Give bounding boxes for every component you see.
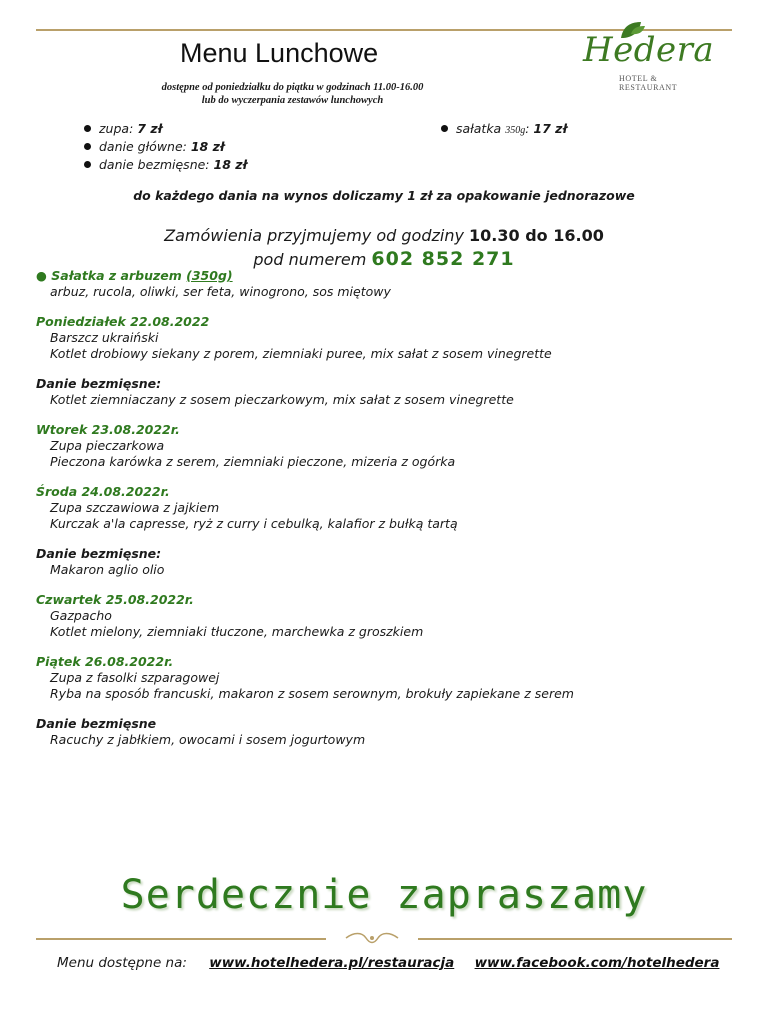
- order-phone-text: pod numerem: [253, 250, 372, 269]
- dish-line: Kotlet mielony, ziemniaki tłuczone, marchewka z groszkiem: [50, 624, 424, 639]
- website-link[interactable]: www.hotelhedera.pl/restauracja: [209, 955, 455, 971]
- bottom-rule-left: [36, 938, 326, 940]
- price-label: danie główne:: [99, 139, 187, 154]
- hedera-logo: [555, 20, 715, 90]
- day-heading: Poniedziałek 22.08.2022: [36, 314, 210, 329]
- dish-line: Gazpacho: [50, 608, 112, 623]
- menu-content: [36, 268, 736, 748]
- price-soup: [84, 121, 162, 136]
- dish-line: Zupa pieczarkowa: [50, 438, 165, 453]
- price-salad: [441, 121, 567, 136]
- price-label: danie bezmięsne:: [99, 157, 210, 172]
- bullet-icon: [84, 125, 91, 132]
- availability-line-2: lub do wyczerpania zestawów lunchowych: [201, 95, 384, 106]
- dish-line: Barszcz ukraiński: [50, 330, 159, 345]
- salad-weight: (350g): [186, 268, 233, 283]
- dish-line: Zupa szczawiowa z jajkiem: [50, 500, 220, 515]
- price-value: 18 zł: [213, 157, 248, 172]
- price-value: 7 zł: [137, 121, 163, 136]
- availability-line-1: dostępne od poniedziałku do piątku w godzinach 11.00-16.00: [161, 82, 424, 93]
- price-label: sałatka: [456, 121, 502, 136]
- dish-line: Pieczona karówka z serem, ziemniaki pieczone, mizeria z ogórka: [50, 454, 456, 469]
- order-phone: [0, 248, 768, 270]
- price-label: zupa:: [99, 121, 134, 136]
- footer: [57, 955, 719, 971]
- dish-line: Kurczak a'la capresse, ryż z curry i cebulką, kalafior z bułką tartą: [50, 516, 458, 531]
- bullet-icon: [84, 161, 91, 168]
- takeaway-notice: do każdego dania na wynos doliczamy 1 zł za opakowanie jednorazowe: [133, 188, 635, 203]
- vegetarian-heading: Danie bezmięsne: [36, 716, 157, 731]
- bullet-icon: [441, 125, 448, 132]
- price-main: [84, 139, 225, 154]
- day-heading: Piątek 26.08.2022r.: [36, 654, 174, 669]
- salad-weight: 350g: [505, 125, 526, 136]
- logo-tagline: HOTEL & RESTAURANT: [619, 74, 678, 92]
- dish-line: Zupa z fasolki szparagowej: [50, 670, 220, 685]
- price-value: 17 zł: [533, 121, 568, 136]
- dish-line: Ryba na sposób francuski, makaron z sosem serownym, brokuły zapiekane z serem: [50, 686, 574, 701]
- bullet-icon: ●: [36, 268, 47, 283]
- phone-number[interactable]: 602 852 271: [371, 248, 515, 270]
- day-heading: Wtorek 23.08.2022r.: [36, 422, 180, 437]
- price-value: 18 zł: [190, 139, 225, 154]
- logo-wordmark: Hedera: [583, 30, 715, 70]
- salad-colon: :: [525, 121, 530, 136]
- page-title: Menu Lunchowe: [180, 38, 379, 68]
- salad-name: Sałatka z arbuzem: [51, 268, 182, 283]
- price-vegetarian: [84, 157, 247, 172]
- order-hours-text: Zamówienia przyjmujemy od godziny: [164, 226, 470, 245]
- facebook-link[interactable]: www.facebook.com/hotelhedera: [474, 955, 720, 971]
- dish-line: Kotlet drobiowy siekany z porem, ziemniaki puree, mix sałat z sosem vinegrette: [50, 346, 552, 361]
- bullet-icon: [84, 143, 91, 150]
- vegetarian-heading: Danie bezmięsne:: [36, 546, 162, 561]
- ornament-icon: [344, 931, 400, 945]
- vegetarian-heading: Danie bezmięsne:: [36, 376, 162, 391]
- day-heading: Czwartek 25.08.2022r.: [36, 592, 194, 607]
- salad-description: arbuz, rucola, oliwki, ser feta, winogrono, sos miętowy: [50, 284, 391, 299]
- dish-line: Racuchy z jabłkiem, owocami i sosem jogurtowym: [50, 732, 366, 747]
- dish-line: Makaron aglio olio: [50, 562, 165, 577]
- salad-heading: [36, 268, 736, 284]
- footer-label: Menu dostępne na:: [57, 955, 187, 971]
- bottom-rule-right: [418, 938, 732, 940]
- welcome-banner: Serdecznie zapraszamy: [120, 872, 648, 918]
- order-hours: [0, 226, 768, 245]
- order-hours-value: 10.30 do 16.00: [469, 226, 604, 245]
- day-heading: Środa 24.08.2022r.: [36, 484, 170, 499]
- dish-line: Kotlet ziemniaczany z sosem pieczarkowym, mix sałat z sosem vinegrette: [50, 392, 514, 407]
